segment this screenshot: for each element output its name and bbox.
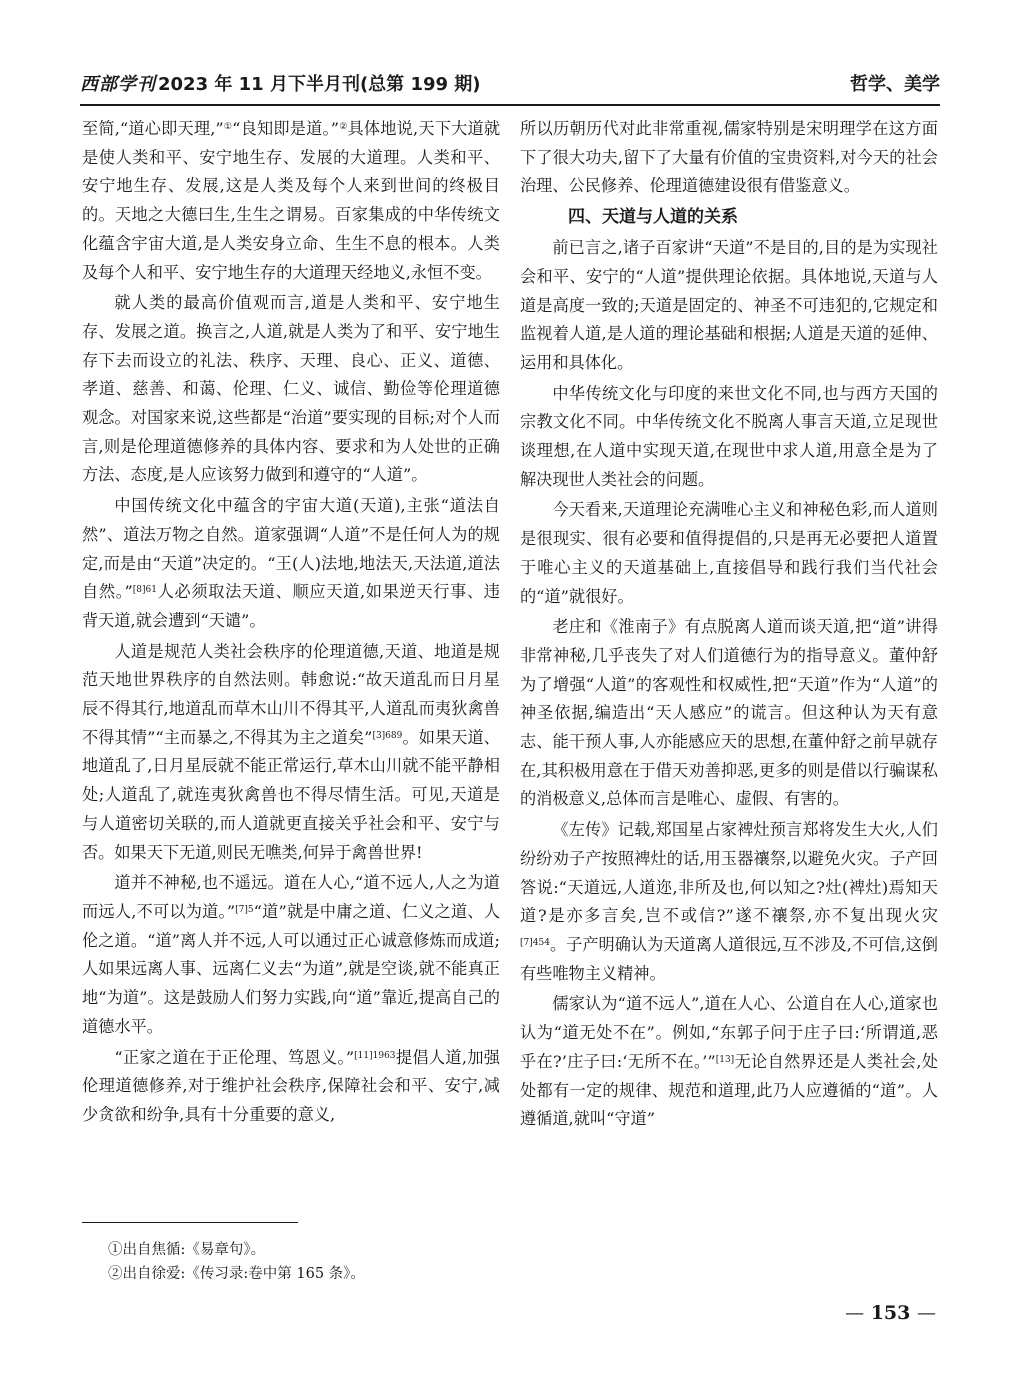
paragraph: 前已言之,诸子百家讲“天道”不是目的,目的是为实现社会和平、安宁的“人道”提供理论依据。具体地说,天道与人道是高度一致的;天道是固定的、神圣不可违犯的,它规定和监视着人道,是人道的理论基础和根据;人道是天道的延伸、运用和具体化。 (520, 238, 938, 372)
paragraph: 所以历朝历代对此非常重视,儒家特别是宋明理学在这方面下了很大功夫,留下了大量有价值的宝贵资料,对今天的社会治理、公民修养、伦理道德建设很有借鉴意义。 (520, 119, 938, 196)
citation: [7]454 (520, 937, 550, 948)
paragraph (82, 115, 500, 287)
section-heading: 四、天道与人道的关系 (568, 207, 738, 228)
citation: [13] (715, 1054, 735, 1065)
text: 人必须取法天道、顺应天道,如果逆天行事、违背天道,就会遭到“天谴”。 (82, 582, 500, 630)
text: “良知即是道。” (232, 119, 340, 138)
footnotes (108, 1238, 365, 1286)
text: 人道是规范人类社会秩序的伦理道德,天道、地道是规范天地世界秩序的自然法则。韩愈说:“故天道乱而日月星辰不得其行,地道乱而草木山川不得其平,人道乱而夷狄禽兽不得其情”“主而暴之,不得其为主之道矣” (82, 641, 500, 747)
page-number (845, 1302, 936, 1324)
paragraph: 中华传统文化与印度的来世文化不同,也与西方天国的宗教文化不同。中华传统文化不脱离人事言天道,立足现世谈理想,在人道中实现天道,在现世中求人道,用意全是为了解决现世人类社会的问题。 (520, 383, 938, 489)
page-number-value: 153 (870, 1302, 911, 1324)
paragraph: 今天看来,天道理论充满唯心主义和神秘色彩,而人道则是很现实、很有必要和值得提倡的,只是再无必要把人道置于唯心主义的天道基础上,直接倡导和践行我们当代社会的“道”就很好。 (520, 500, 938, 606)
text: 无论自然界还是人类社会,处处都有一定的规律、规范和道理,此乃人应遵循的“道”。人遵循道,就叫“守道” (520, 1051, 938, 1129)
paragraph: 老庄和《淮南子》有点脱离人道而谈天道,把“道”讲得非常神秘,几乎丧失了对人们道德行为的指导意义。董仲舒为了增强“人道”的客观性和权威性,把“天道”作为“人道”的神圣依据,编造出“天人感应”的谎言。但这种认为天有意志、能干预人事,人亦能感应天的思想,在董仲舒之前早就存在,其积极用意在于借天劝善抑恶,更多的则是借以行骗谋私的消极意义,总体而言是唯心、虚假、有害的。 (520, 617, 938, 809)
text: 《左传》记载,郑国星占家裨灶预言郑将发生大火,人们纷纷劝子产按照裨灶的话,用玉器禳祭,以避免火灾。子产回答说:“天道远,人道迩,非所及也,何以知之?灶(裨灶)焉知天道?是亦多言矣,岂不或信?”遂不禳祭,亦不复出现火灾 (520, 820, 938, 926)
paragraph (520, 816, 938, 988)
text: 。如果天道、地道乱了,日月星辰就不能正常运行,草木山川就不能平静相处;人道乱了,就连夷狄禽兽也不得尽情生活。可见,天道是与人道密切关联的,而人道就更直接关乎社会和平、安宁与否。如果天下无道,则民无噍类,何异于禽兽世界! (82, 727, 500, 862)
text: 。子产明确认为天道离人道很远,互不涉及,不可信,这倒有些唯物主义精神。 (520, 934, 938, 983)
footnote-marker: ② (339, 122, 348, 132)
text: 儒家认为“道不远人”,道在人心、公道自在人心,道家也认为“道无处不在”。例如,“东郭子问于庄子曰:‘所谓道,恶乎在?’庄子曰:‘无所不在。’” (520, 994, 938, 1071)
dash: — (917, 1302, 936, 1324)
running-header (80, 70, 940, 100)
paragraph (82, 869, 500, 1041)
section-name: 哲学、美学 (850, 74, 940, 95)
citation: [7]5 (235, 904, 254, 915)
paragraph: 就人类的最高价值观而言,道是人类和平、安宁地生存、发展之道。换言之,人道,就是人类为了和平、安宁地生存下去而设立的礼法、秩序、天理、良心、正义、道德、孝道、慈善、和蔼、伦理、仁义、诚信、勤俭等伦理道德观念。对国家来说,这些都是“治道”要实现的目标;对个人而言,则是伦理道德修养的具体内容、要求和为人处世的正确方法、态度,是人应该努力做到和遵守的“人道”。 (82, 293, 500, 485)
dash: — (845, 1302, 865, 1324)
text: 道并不神秘,也不遥远。道在人心,“道不远人,人之为道而远人,不可以为道。” (82, 873, 500, 921)
text: 至简,“道心即天理,” (82, 119, 224, 138)
paragraph (82, 1044, 500, 1130)
footnote-rule (82, 1222, 298, 1223)
header-rule (80, 104, 940, 106)
citation: [11]1963 (354, 1050, 396, 1061)
issue-info: 2023 年 11 月下半月刊(总第 199 期) (158, 74, 481, 95)
left-column (82, 115, 500, 1132)
paragraph (82, 638, 500, 868)
paragraph (82, 492, 500, 636)
citation: [3]689 (372, 730, 403, 741)
citation: [8]61 (132, 585, 157, 596)
text: 中国传统文化中蕴含的宇宙大道(天道),主张“道法自然”、道法万物之自然。道家强调“人道”不是任何人为的规定,而是由“天道”决定的。“王(人)法地,地法天,天法道,道法自然。” (82, 496, 500, 602)
right-column (520, 115, 938, 1136)
text: 提倡人道,加强伦理道德修养,对于维护社会秩序,保障社会和平、安宁,减少贪欲和纷争,具有十分重要的意义, (82, 1047, 500, 1124)
paragraph (520, 990, 938, 1134)
footnote: ①出自焦循:《易章句》。 (108, 1242, 266, 1258)
footnote-marker: ① (223, 122, 233, 132)
text: “正家之道在于正伦理、笃恩义。” (114, 1047, 355, 1067)
footnote: ②出自徐爱:《传习录:卷中第 165 条》。 (108, 1266, 365, 1282)
text: “道”就是中庸之道、仁义之道、人伦之道。“道”离人并不远,人可以通过正心诚意修炼而成道;人如果远离人事、远离仁义去“为道”,就是空谈,就不能真正地“为道”。这是鼓励人们努力实践,向“道”靠近,提高自己的道德水平。 (82, 901, 500, 1036)
journal-logo: 西部学刊 (80, 74, 156, 95)
text: 具体地说,天下大道就是使人类和平、安宁地生存、发展的大道理。人类和平、安宁地生存、发展,这是人类及每个人来到世间的终极目的。天地之大德曰生,生生之谓易。百家集成的中华传统文化蕴含宇宙大道,是人类安身立命、生生不息的根本。人类及每个人和平、安宁地生存的大道理天经地义,永恒不变。 (82, 119, 501, 282)
